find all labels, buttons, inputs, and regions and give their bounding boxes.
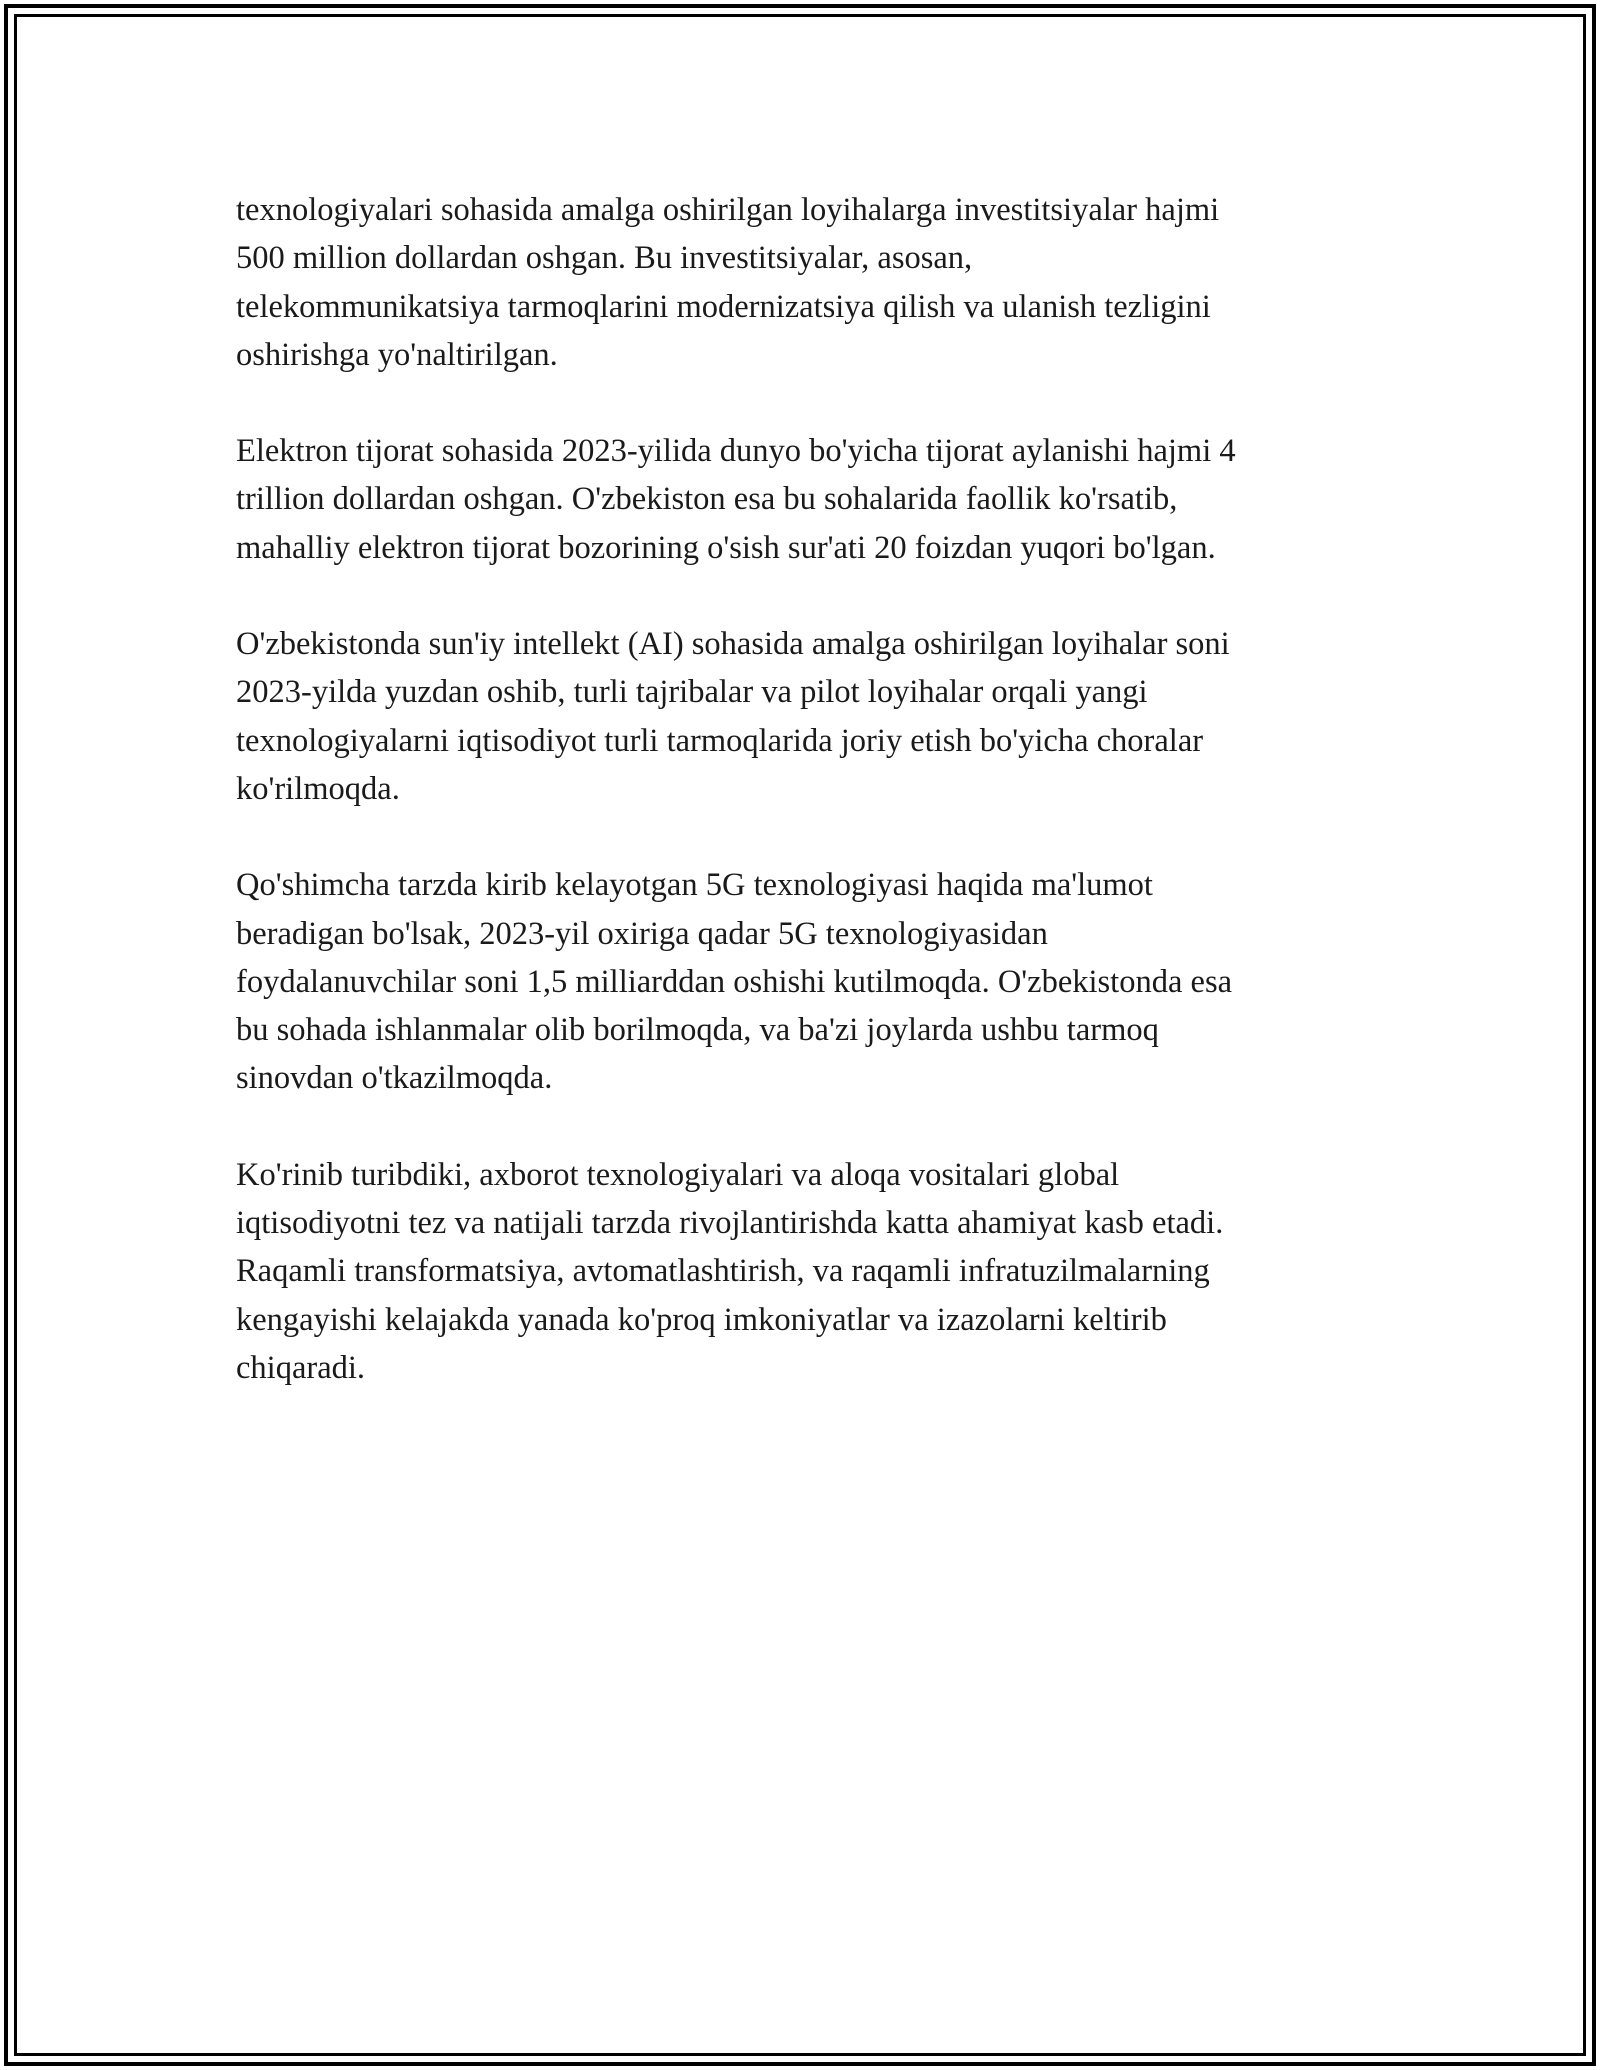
- text-line: beradigan bo'lsak, 2023-yil oxiriga qadar 5G texnologiyasidan: [236, 915, 1048, 952]
- text-line: 500 million dollardan oshgan. Bu investitsiyalar, asosan,: [236, 240, 973, 277]
- text-line: telekommunikatsiya tarmoqlarini modernizatsiya qilish va ulanish tezligini: [236, 288, 1211, 325]
- text-line: Qo'shimcha tarzda kirib kelayotgan 5G texnologiyasi haqida ma'lumot: [236, 867, 1153, 904]
- text-line: 2023-yilda yuzdan oshib, turli tajribalar va pilot loyihalar orqali yangi: [236, 674, 1148, 711]
- text-line: ko'rilmoqda.: [236, 770, 400, 807]
- text-line: texnologiyalari sohasida amalga oshirilgan loyihalarga investitsiyalar hajmi: [236, 192, 1220, 228]
- text-line: oshirishga yo'naltirilgan.: [236, 336, 558, 373]
- text-line: mahalliy elektron tijorat bozorining o'sish sur'ati 20 foizdan yuqori bo'lgan.: [236, 529, 1216, 566]
- text-line: foydalanuvchilar soni 1,5 milliarddan oshishi kutilmoqda. O'zbekistonda esa: [236, 963, 1233, 1000]
- paragraph-3: [236, 620, 1376, 813]
- text-line: Raqamli transformatsiya, avtomatlashtirish, va raqamli infratuzilmalarning: [236, 1253, 1210, 1290]
- text-line: texnologiyalarni iqtisodiyot turli tarmoqlarida joriy etish bo'yicha choralar: [236, 722, 1204, 759]
- text-line: chiqaradi.: [236, 1349, 366, 1386]
- paragraph-1: [236, 186, 1376, 379]
- document-body: [236, 186, 1376, 1440]
- text-line: iqtisodiyotni tez va natijali tarzda rivojlantirishda katta ahamiyat kasb etadi.: [236, 1205, 1224, 1242]
- paragraph-5: [236, 1151, 1376, 1392]
- paragraph-2: [236, 427, 1376, 572]
- text-line: bu sohada ishlanmalar olib borilmoqda, va ba'zi joylarda ushbu tarmoq: [236, 1012, 1159, 1049]
- text-line: Elektron tijorat sohasida 2023-yilida dunyo bo'yicha tijorat aylanishi hajmi 4: [236, 433, 1236, 470]
- text-line: O'zbekistonda sun'iy intellekt (AI) sohasida amalga oshirilgan loyihalar soni: [236, 626, 1230, 663]
- text-line: Ko'rinib turibdiki, axborot texnologiyalari va aloqa vositalari global: [236, 1156, 1120, 1193]
- text-line: kengayishi kelajakda yanada ko'proq imkoniyatlar va izazolarni keltirib: [236, 1301, 1167, 1338]
- text-line: sinovdan o'tkazilmoqda.: [236, 1060, 553, 1097]
- text-line: trillion dollardan oshgan. O'zbekiston esa bu sohalarida faollik ko'rsatib,: [236, 481, 1178, 518]
- paragraph-4: [236, 861, 1376, 1102]
